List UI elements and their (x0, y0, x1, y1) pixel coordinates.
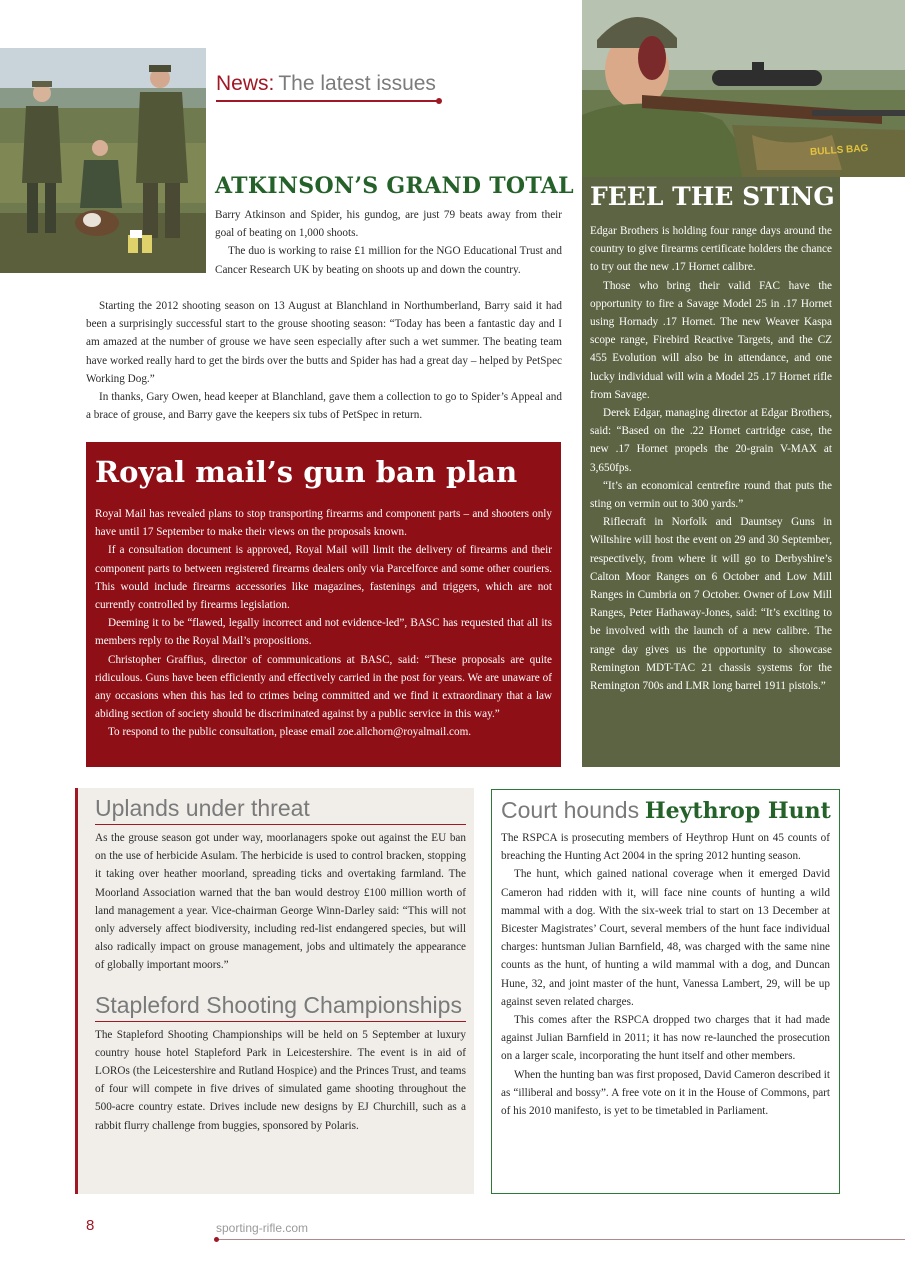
paragraph: When the hunting ban was first proposed, David Cameron described it as “illiberal and bossy”. A free vote on it in the House of Commons, part of his 2010 manifesto, is yet to be timetabled in Parliament. (501, 1068, 830, 1118)
paragraph: Barry Atkinson and Spider, his gundog, are just 79 beats away from their goal of beating on 1,000 shoots. (215, 209, 562, 240)
photo-beaters-with-dog (0, 48, 206, 273)
article-title-atkinson: ATKINSON’S GRAND TOTAL (215, 173, 574, 199)
paragraph: Riflecraft in Norfolk and Dauntsey Guns in Wiltshire will host the event on 29 and 30 September, respectively, from where it will go to Derbyshire’s Calton Moor Ranges on 6 October and Low Mill Ranges in Cumbria on 7 October. Owner of Low Mill Ranges, Peter Hathaway-Jones, said: “It’s exciting to be involved with the launch of a new calibre. The range day gives us the opportunity to showcase Remington MDT-TAC 21 chassis systems for the Remington 700s and LMR long barrel 1911 pistols.” (590, 516, 832, 693)
article-title-stapleford: Stapleford Shooting Championships (95, 991, 462, 1018)
paragraph: As the grouse season got under way, moorlanagers spoke out against the EU ban on the use of herbicide Asulam. The herbicide is used to control bracken, stopping it taking over heather moorland, spreading ticks and overtaking farmland. The Moorland Association warned that the ban would destroy £100 million worth of land management a year. Vice-chairman George Winn-Darley said: “This will not only adversely affect biodiversity, including red-list endangered species, but will also radically impact on grouse management, jobs and ultimately the appearance of globally important moors.” (95, 832, 466, 972)
paragraph: Starting the 2012 shooting season on 13 August at Blanchland in Northumberland, Barry said it had been a surprisingly successful start to the grouse shooting season: “Today has been a fantastic day and I am amazed at the number of grouse we have seen especially after such a wet summer. The beating team have worked really hard to get the birds over the butts and Spider has had a great day – helped by PetSpec Working Dog.” (86, 300, 562, 385)
header-rule (216, 100, 440, 102)
article-title-uplands: Uplands under threat (95, 795, 310, 821)
divider (95, 824, 466, 825)
paragraph: Deeming it to be “flawed, legally incorrect and not evidence-led”, BASC has requested that all its members reply to the Royal Mail’s propositions. (95, 617, 552, 648)
paragraph: “It’s an economical centrefire round that puts the sting on vermin out to 300 yards.” (590, 479, 832, 511)
article-title-royal-mail: Royal mail’s gun ban plan (95, 455, 518, 489)
paragraph: Christopher Graffius, director of communications at BASC, said: “These proposals are quite ridiculous. Guns have been efficiently and effectively carried in the post for years. We are unaware of any occasions when this has led to crimes being committed and we find it extraordinary that a law abiding section of society should be discriminated against by a public service in this way.” (95, 653, 552, 721)
bag-label: BULLS BAG (809, 142, 869, 159)
section-subtitle: The latest issues (278, 72, 436, 95)
paragraph: Those who bring their valid FAC have the opportunity to fire a Savage Model 25 in .17 Hornet using Hornady .17 Hornet. The new Weaver Kaspa scope range, Firebird Reactive Targets, and the CZ 455 Evolution will also be in attendance, and one lucky individual will win a Model 25 .17 Hornet rifle from Savage. (590, 279, 832, 401)
article-body-atkinson-top (215, 206, 562, 279)
paragraph: The hunt, which gained national coverage when it emerged David Cameron had ridden with it, will face nine counts of hunting a wild mammal with a dog. With the six-week trial to start on 13 December at Bicester Magistrates’ Court, several members of the hunt face individual charges: huntsman Julian Barnfield, 48, was charged with the same nine counts as the hunt, of hunting a wild mammal with a dog, and Duncan Hune, 32, and joint master of the hunt, Vanessa Lambert, 29, will be up against seven related charges. (501, 868, 830, 1008)
paragraph: Derek Edgar, managing director at Edgar Brothers, said: “Based on the .22 Hornet cartridge case, the new .17 Hornet propels the 20-grain V-MAX at 3,650fps. (590, 407, 832, 474)
paragraph: To respond to the public consultation, please email zoe.allchorn@royalmail.com. (108, 726, 472, 739)
section-header (216, 72, 440, 102)
article-court-hounds (491, 789, 840, 1194)
page-number: 8 (86, 1217, 95, 1234)
article-uplands-stapleford (75, 788, 474, 1194)
paragraph: Edgar Brothers is holding four range days around the country to give firearms certificate holders the chance to try out the new .17 Hornet calibre. (590, 225, 832, 274)
paragraph: In thanks, Gary Owen, head keeper at Blanchland, gave them a collection to go to Spider’s Appeal and a brace of grouse, and Barry gave the keepers six tubs of PetSpec in return. (86, 391, 562, 422)
article-royal-mail (86, 442, 561, 767)
title-bold: Heythrop Hunt (644, 798, 831, 824)
divider (95, 1021, 466, 1022)
paragraph: The duo is working to raise £1 million for the NGO Educational Trust and Cancer Research UK by beating on shoots up and down the country. (215, 245, 562, 276)
title-light: Court hounds (501, 797, 640, 823)
article-body-atkinson-bottom (86, 297, 562, 424)
article-title-feel-the-sting: FEEL THE STING (590, 182, 835, 211)
paragraph: This comes after the RSPCA dropped two charges that it had made against Julian Barnfield in 2011; it has now re-launched the prosecution on a larger scale, incorporating the hunt itself and other members. (501, 1014, 830, 1063)
photo-shooter-with-rifle (582, 0, 905, 177)
footer-rule (216, 1239, 905, 1240)
paragraph: Royal Mail has revealed plans to stop transporting firearms and component parts – and shooters only have until 17 September to make their views on the proposals known. (95, 508, 552, 539)
article-feel-the-sting (582, 177, 840, 767)
paragraph: The Stapleford Shooting Championships will be held on 5 September at luxury country house hotel Stapleford Park in Leicestershire. The event is in aid of LOROs (the Leicestershire and Rutland Hospice) and the Princes Trust, and teams of four will compete in five drives of simulated game shooting throughout the 500-acre country estate. Drives include new designs by EJ Churchill, such as a rabbit flurry challenge from buggies, sponsored by Polaris. (95, 1028, 466, 1132)
article-title-court-hounds (501, 795, 830, 826)
paragraph: The RSPCA is prosecuting members of Heythrop Hunt on 45 counts of breaching the Hunting Act 2004 in the spring 2012 hunting season. (501, 832, 830, 863)
paragraph: If a consultation document is approved, Royal Mail will limit the delivery of firearms and their component parts to between registered firearms dealers only via Parcelforce and some other couriers. This would include firearms accessories like magazines, fastenings and triggers, which are not currently controlled by firearms legislation. (95, 544, 552, 612)
footer-dot (214, 1237, 219, 1242)
section-label: News: (216, 72, 275, 95)
footer-url: sporting-rifle.com (216, 1221, 309, 1235)
